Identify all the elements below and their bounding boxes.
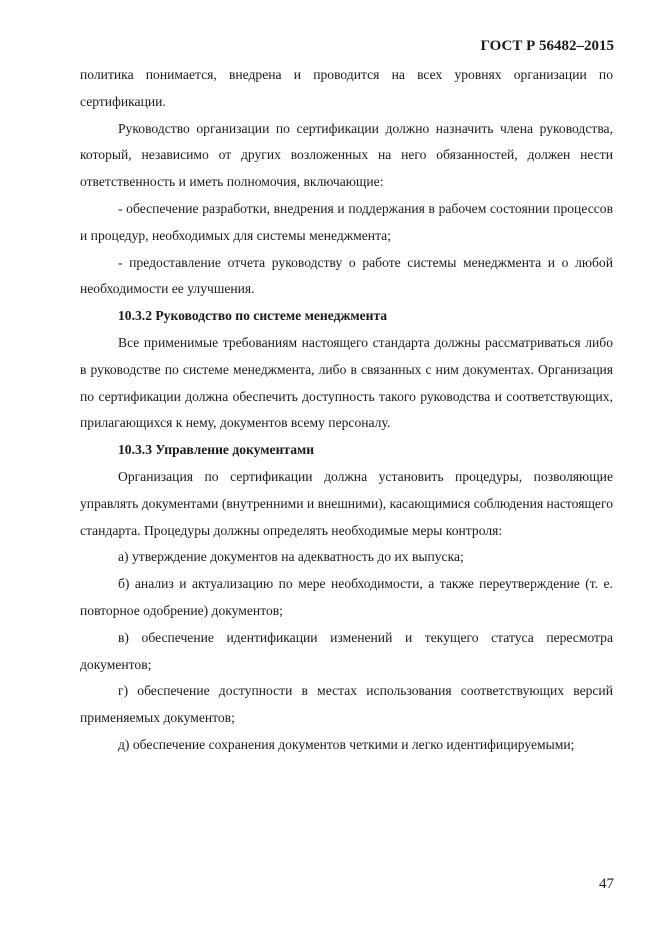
body-paragraph: - предоставление отчета руководству о работе системы менеджмента и о любой необходимости ее улучшения.: [80, 254, 613, 297]
body-paragraph: Организация по сертификации должна установить процедуры, позволяющие управлять документами (внутренними и внешними), касающимися соблюдения настоящего стандарта. Процедуры должны определять необходимые меры контроля:: [80, 468, 613, 538]
document-body: [80, 62, 613, 759]
body-paragraph: б) анализ и актуализацию по мере необходимости, а также переутверждение (т. е. повторное одобрение) документов;: [80, 576, 613, 618]
body-paragraph: Руководство организации по сертификации должно назначить члена руководства, который, независимо от других возложенных на него обязанностей, должен нести ответственность и иметь полномочия, включающие:: [80, 120, 613, 190]
body-paragraph: Все применимые требованиям настоящего стандарта должны рассматриваться либо в руководстве по системе менеджмента, либо в связанных с ним документах. Организация по сертификации должна обеспечить доступность такого руководства и соответствующих, прилагающихся к нему, документов всему персоналу.: [80, 334, 613, 431]
body-paragraph: политика понимается, внедрена и проводится на всех уровнях организации по сертификации.: [80, 67, 613, 109]
document-code-header: ГОСТ Р 56482–2015: [480, 38, 614, 54]
body-paragraph: г) обеспечение доступности в местах использования соответствующих версий применяемых документов;: [80, 683, 613, 726]
body-paragraph: д) обеспечение сохранения документов четкими и легко идентифицируемыми;: [118, 736, 575, 752]
section-heading: 10.3.3 Управление документами: [118, 442, 315, 458]
body-paragraph: - обеспечение разработки, внедрения и поддержания в рабочем состоянии процессов и процедур, необходимых для системы менеджмента;: [80, 200, 613, 243]
section-heading: 10.3.2 Руководство по системе менеджмента: [118, 308, 388, 324]
body-paragraph: а) утверждение документов на адекватность до их выпуска;: [118, 549, 464, 565]
page-number: 47: [599, 876, 614, 892]
body-paragraph: в) обеспечение идентификации изменений и текущего статуса пересмотра документов;: [80, 629, 613, 672]
